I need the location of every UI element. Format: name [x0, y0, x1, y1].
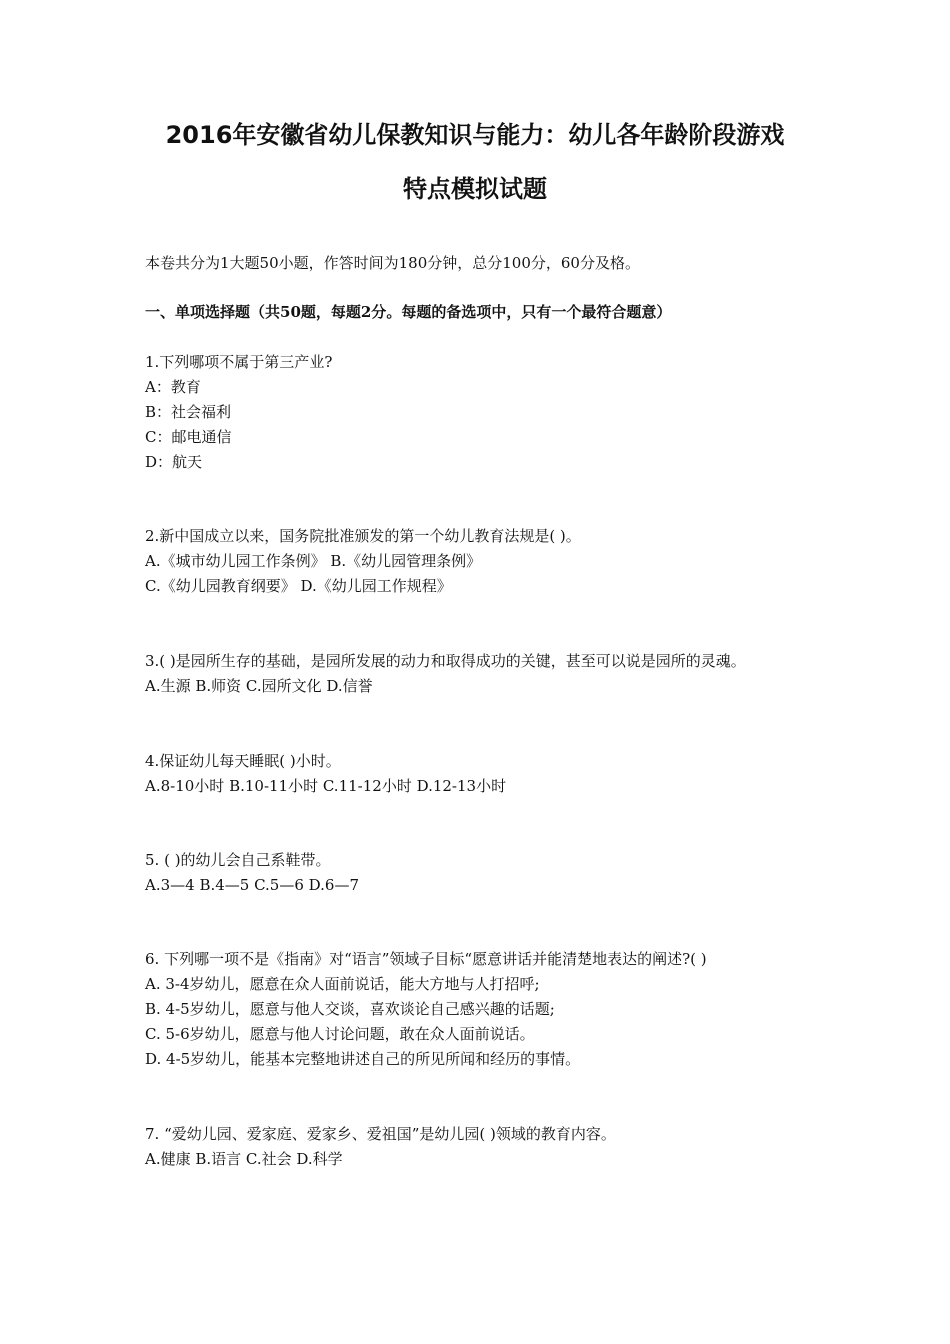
question-6-option-b: B. 4-5岁幼儿，愿意与他人交谈，喜欢谈论自己感兴趣的话题;: [145, 1000, 555, 1018]
question-2-options-line-1: A.《城市幼儿园工作条例》 B.《幼儿园管理条例》: [145, 552, 482, 570]
document-title-line-1: 2016年安徽省幼儿保教知识与能力：幼儿各年龄阶段游戏: [165, 121, 785, 149]
question-2-options-line-2: C.《幼儿园教育纲要》 D.《幼儿园工作规程》: [145, 577, 452, 595]
question-6-option-a: A. 3-4岁幼儿，愿意在众人面前说话，能大方地与人打招呼;: [145, 975, 540, 993]
question-1-option-b: B：社会福利: [145, 403, 232, 421]
question-5-stem: 5. ( )的幼儿会自己系鞋带。: [145, 851, 331, 869]
document-title-line-2: 特点模拟试题: [403, 175, 547, 203]
question-3-stem: 3.( )是园所生存的基础，是园所发展的动力和取得成功的关键，甚至可以说是园所的灵魂。: [145, 652, 746, 670]
question-7-stem: 7. “爱幼儿园、爱家庭、爱家乡、爱祖国”是幼儿园( )领域的教育内容。: [145, 1125, 616, 1143]
question-4-options: A.8-10小时 B.10-11小时 C.11-12小时 D.12-13小时: [145, 777, 507, 795]
question-1-stem: 1.下列哪项不属于第三产业?: [145, 353, 333, 371]
question-6-option-d: D. 4-5岁幼儿，能基本完整地讲述自己的所见所闻和经历的事情。: [145, 1050, 581, 1068]
question-1-option-d: D：航天: [145, 453, 203, 471]
section-heading: 一、单项选择题（共50题，每题2分。每题的备选项中，只有一个最符合题意）: [145, 303, 672, 321]
exam-intro: 本卷共分为1大题50小题，作答时间为180分钟，总分100分，60分及格。: [145, 254, 640, 272]
question-7-options: A.健康 B.语言 C.社会 D.科学: [145, 1150, 343, 1168]
question-5-options: A.3—4 B.4—5 C.5—6 D.6—7: [145, 876, 360, 894]
question-6-option-c: C. 5-6岁幼儿，愿意与他人讨论问题，敢在众人面前说话。: [145, 1025, 535, 1043]
question-1-option-a: A：教育: [145, 378, 201, 396]
question-2-stem: 2.新中国成立以来，国务院批准颁发的第一个幼儿教育法规是( )。: [145, 527, 581, 545]
question-6-stem: 6. 下列哪一项不是《指南》对“语言”领域子目标“愿意讲话并能清楚地表达的阐述?( ): [145, 950, 707, 968]
question-1-option-c: C：邮电通信: [145, 428, 232, 446]
question-4-stem: 4.保证幼儿每天睡眠( )小时。: [145, 752, 341, 770]
question-3-options: A.生源 B.师资 C.园所文化 D.信誉: [145, 677, 373, 695]
